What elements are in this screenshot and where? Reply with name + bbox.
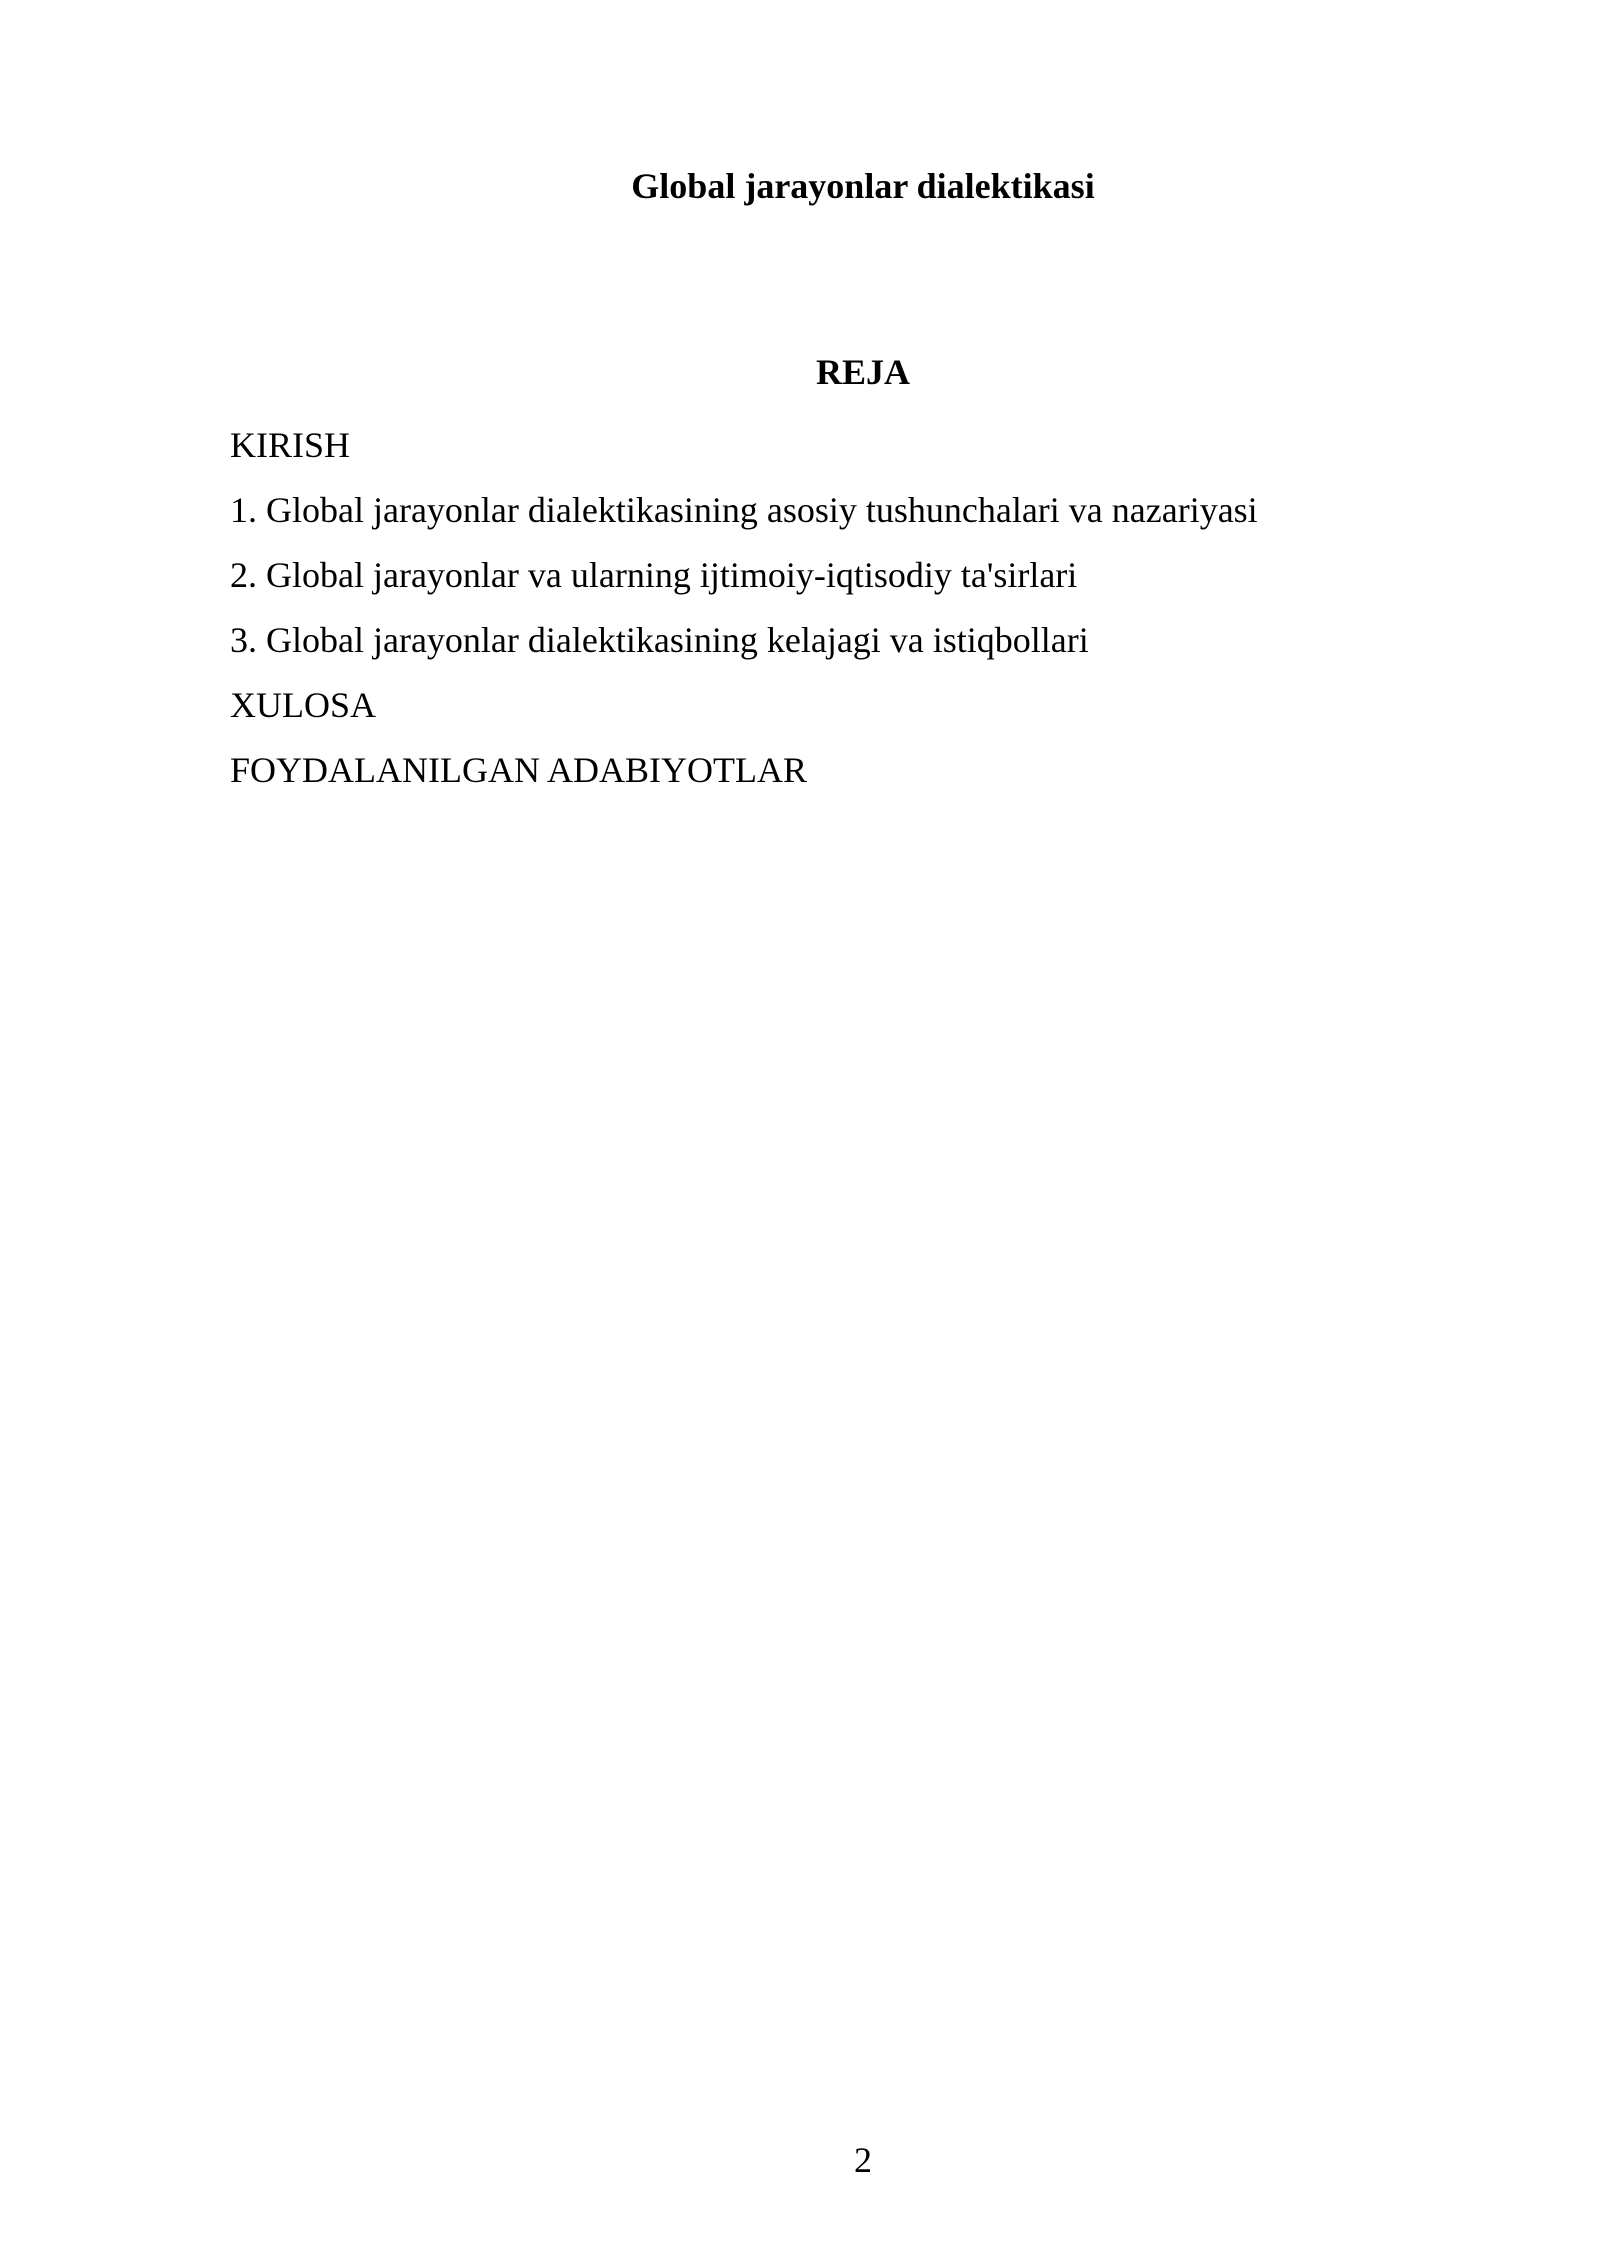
document-title: Global jarayonlar dialektikasi (631, 166, 1095, 206)
plan-list (230, 419, 1258, 809)
plan-item-2: 2. Global jarayonlar va ularning ijtimoiy-iqtisodiy ta'sirlari (230, 555, 1078, 595)
plan-heading-block (0, 346, 1600, 398)
plan-item-1: 1. Global jarayonlar dialektikasining asosiy tushunchalari va nazariyasi (230, 490, 1258, 530)
footer (0, 2134, 1600, 2186)
plan-heading: REJA (815, 352, 910, 392)
title-block (0, 160, 1600, 212)
page-number: 2 (854, 2140, 872, 2180)
plan-item-3: 3. Global jarayonlar dialektikasining kelajagi va istiqbollari (230, 620, 1089, 660)
plan-item-conclusion: XULOSA (230, 685, 377, 725)
plan-item-introduction: KIRISH (230, 425, 351, 465)
plan-item-references: FOYDALANILGAN ADABIYOTLAR (230, 750, 807, 790)
